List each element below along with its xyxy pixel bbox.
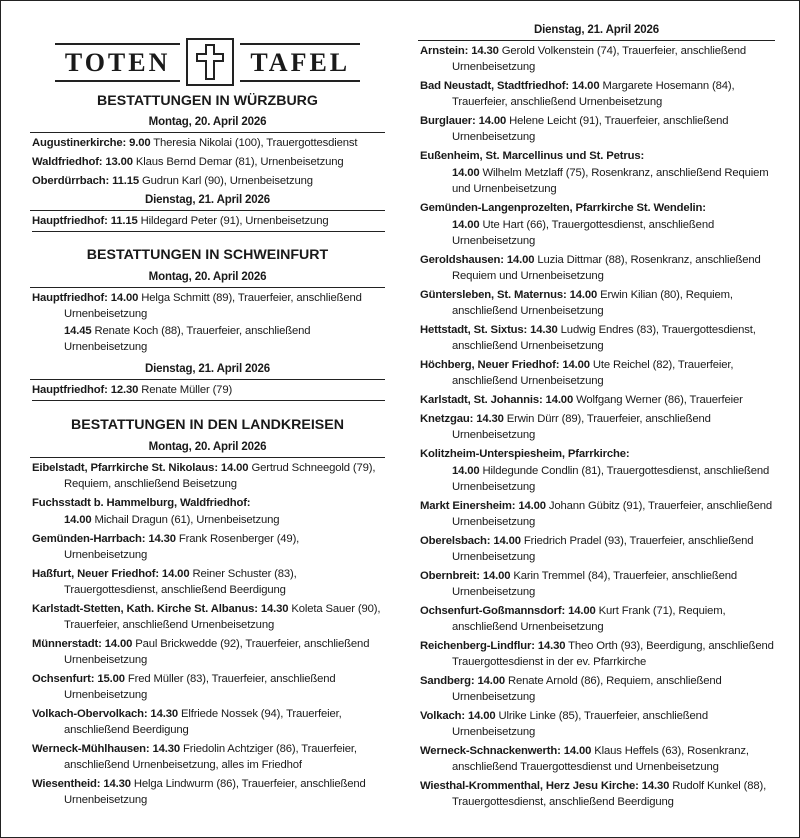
cross-icon (186, 38, 234, 86)
left-column (30, 0, 385, 811)
header-left-word: TOTEN (55, 43, 181, 82)
entry-place: Karlstadt, St. Johannis: 14.00 (420, 394, 574, 406)
list-item (452, 165, 775, 197)
list-item (420, 533, 775, 565)
entry-place: Knetzgau: 14.30 (420, 413, 504, 425)
list-item (420, 322, 775, 354)
entry-text: Helene Leicht (91), Trauerfeier, anschließend Urnenbeisetzung (452, 115, 729, 143)
entry-text: Margarete Hosemann (84), Trauerfeier, anschließend Urnenbeisetzung (452, 80, 735, 108)
entry-place: Arnstein: 14.30 (420, 45, 499, 57)
entry-place: Oberelsbach: 14.00 (420, 535, 521, 547)
list-item (420, 568, 775, 600)
list-item (32, 741, 385, 773)
entry-place: Markt Einersheim: 14.00 (420, 500, 546, 512)
header-right-word: TAFEL (240, 43, 360, 82)
entry-place: Eibelstadt, Pfarrkirche St. Nikolaus: 14.00 (32, 462, 249, 474)
list-item (32, 566, 385, 598)
right-column (418, 0, 775, 813)
list-item (420, 43, 775, 75)
entry-place: Bad Neustadt, Stadtfriedhof: 14.00 (420, 80, 600, 92)
date-heading: Montag, 20. April 2026 (30, 439, 385, 458)
list-item (420, 603, 775, 635)
entry-text: Reiner Schuster (83), Trauergottesdienst, anschließend Beerdigung (64, 568, 297, 596)
list-item (420, 446, 775, 462)
entry-text: Paul Brickwedde (92), Trauerfeier, anschließend Urnenbeisetzung (64, 638, 370, 666)
right-list (418, 43, 775, 810)
list-item (32, 531, 385, 563)
entry-place: 14.00 (452, 465, 480, 477)
entry-place: Geroldshausen: 14.00 (420, 254, 535, 266)
entry-text: Rudolf Kunkel (88), Trauergottesdienst, anschließend Beerdigung (452, 780, 767, 808)
totentafel-header (30, 38, 385, 86)
section-title-landkreise: BESTATTUNGEN IN DEN LANDKREISEN (71, 417, 344, 433)
list-item (420, 113, 775, 145)
entry-text: Wolfgang Werner (86), Trauerfeier (573, 394, 743, 406)
entry-text: Fred Müller (83), Trauerfeier, anschließend Urnenbeisetzung (64, 673, 336, 701)
entry-text: Karin Tremmel (84), Trauerfeier, anschließend Urnenbeisetzung (452, 570, 738, 598)
section-title-schweinfurt: BESTATTUNGEN IN SCHWEINFURT (86, 247, 329, 263)
landkreise-list (30, 460, 385, 808)
entry-place: Gemünden-Langenprozelten, Pfarrkirche St. Wendelin: (420, 202, 706, 214)
entry-place: 14.00 (64, 514, 92, 526)
list-item (420, 357, 775, 389)
entry-text: Gertrud Schneegold (79), Requiem, anschließend Beisetzung (64, 462, 376, 490)
list-item (452, 463, 775, 495)
list-item: Hauptfriedhof: 11.15 Hildegard Peter (91), Urnenbeisetzung (32, 213, 385, 232)
list-item: Hauptfriedhof: 14.00 Helga Schmitt (89), Trauerfeier, anschließend Urnenbeisetzung (32, 292, 362, 320)
entry-text: Ute Hart (66), Trauergottesdienst, anschließend Urnenbeisetzung (452, 219, 715, 247)
entry-place: Ochsenfurt: 15.00 (32, 673, 125, 685)
entry-place: Gemünden-Harrbach: 14.30 (32, 533, 176, 545)
entry-place: Fuchsstadt b. Hammelburg, Waldfriedhof: (32, 497, 251, 509)
list-item (420, 200, 775, 216)
entry-place: Werneck-Schnackenwerth: 14.00 (420, 745, 592, 757)
date-heading: Dienstag, 21. April 2026 (30, 192, 385, 211)
date-heading: Montag, 20. April 2026 (30, 269, 385, 288)
list-item (452, 217, 775, 249)
entry-text: Erwin Kilian (80), Requiem, anschließend Urnenbeisetzung (452, 289, 733, 317)
entry-place: 14.00 (452, 219, 480, 231)
entry-place: Wiesentheid: 14.30 (32, 778, 131, 790)
entry-text: Erwin Dürr (89), Trauerfeier, anschließend Urnenbeisetzung (452, 413, 711, 441)
entry-text: Elfriede Nossek (94), Trauerfeier, anschließend Beerdigung (64, 708, 342, 736)
list-item (420, 252, 775, 284)
list-item (64, 512, 385, 528)
list-item (420, 778, 775, 810)
entry-place: Volkach: 14.00 (420, 710, 496, 722)
list-item (32, 671, 385, 703)
date-heading: Montag, 20. April 2026 (30, 114, 385, 133)
entry-text: Helga Lindwurm (86), Trauerfeier, anschließend Urnenbeisetzung (64, 778, 366, 806)
list-item (420, 708, 775, 740)
entry-place: Münnerstadt: 14.00 (32, 638, 133, 650)
entry-text: Ute Reichel (82), Trauerfeier, anschließend Urnenbeisetzung (452, 359, 734, 387)
list-item: Augustinerkirche: 9.00 Theresia Nikolai (100), Trauergottesdienst (32, 137, 358, 149)
entry-text: Klaus Heffels (63), Rosenkranz, anschließend Trauergottesdienst und Urnenbeisetzung (452, 745, 749, 773)
list-item (32, 495, 385, 511)
section-title-wuerzburg: BESTATTUNGEN IN WÜRZBURG (97, 93, 318, 109)
entry-place: Werneck-Mühlhausen: 14.30 (32, 743, 180, 755)
entry-text: Friedolin Achtziger (86), Trauerfeier, anschließend Urnenbeisetzung, alles im Friedhof (64, 743, 357, 771)
entry-text: Ludwig Endres (83), Trauergottesdienst, anschließend Urnenbeisetzung (452, 324, 756, 352)
entry-place: Burglauer: 14.00 (420, 115, 507, 127)
list-item (32, 636, 385, 668)
entry-text: Michail Dragun (61), Urnenbeisetzung (91, 514, 280, 526)
entry-text: Kurt Frank (71), Requiem, anschließend Urnenbeisetzung (452, 605, 726, 633)
entry-text: Gerold Volkenstein (74), Trauerfeier, anschließend Urnenbeisetzung (452, 45, 747, 73)
entry-text: Friedrich Pradel (93), Trauerfeier, anschließend Urnenbeisetzung (452, 535, 754, 563)
list-item (32, 706, 385, 738)
list-item: Hauptfriedhof: 12.30 Renate Müller (79) (32, 382, 385, 401)
list-item: Waldfriedhof: 13.00 Klaus Bernd Demar (81), Urnenbeisetzung (32, 156, 344, 168)
entry-place: Haßfurt, Neuer Friedhof: 14.00 (32, 568, 190, 580)
list-item: Oberdürrbach: 11.15 Gudrun Karl (90), Urnenbeisetzung (32, 175, 313, 187)
list-item (420, 411, 775, 443)
entry-place: Ochsenfurt-Goßmannsdorf: 14.00 (420, 605, 596, 617)
list-item (420, 498, 775, 530)
list-item (420, 148, 775, 164)
entry-text: Renate Arnold (86), Requiem, anschließend Urnenbeisetzung (452, 675, 722, 703)
list-item (420, 287, 775, 319)
date-heading: Dienstag, 21. April 2026 (30, 361, 385, 380)
entry-place: Hettstadt, St. Sixtus: 14.30 (420, 324, 558, 336)
entry-place: Karlstadt-Stetten, Kath. Kirche St. Albanus: 14.30 (32, 603, 289, 615)
entry-place: Wiesthal-Krommenthal, Herz Jesu Kirche: 14.30 (420, 780, 670, 792)
entry-text: Johann Gübitz (91), Trauerfeier, anschließend Urnenbeisetzung (452, 500, 772, 528)
date-heading: Dienstag, 21. April 2026 (418, 22, 775, 41)
entry-text: Koleta Sauer (90), Trauerfeier, anschließend Urnenbeisetzung (64, 603, 381, 631)
list-item (420, 392, 775, 408)
entry-place: Sandberg: 14.00 (420, 675, 506, 687)
entry-place: 14.00 (452, 167, 480, 179)
list-item (420, 743, 775, 775)
entry-place: Reichenberg-Lindflur: 14.30 (420, 640, 566, 652)
entry-text: Luzia Dittmar (88), Rosenkranz, anschließend Requiem und Urnenbeisetzung (452, 254, 761, 282)
entry-text: Hildegunde Condlin (81), Trauergottesdienst, anschließend Urnenbeisetzung (452, 465, 770, 493)
entry-place: Eußenheim, St. Marcellinus und St. Petrus: (420, 150, 645, 162)
list-item (420, 78, 775, 110)
entry-place: Güntersleben, St. Maternus: 14.00 (420, 289, 598, 301)
entry-place: Höchberg, Neuer Friedhof: 14.00 (420, 359, 590, 371)
list-item (32, 601, 385, 633)
entry-place: Obernbreit: 14.00 (420, 570, 511, 582)
list-item (420, 673, 775, 705)
list-item (420, 638, 775, 670)
list-item (32, 776, 385, 808)
entry-text: Ulrike Linke (85), Trauerfeier, anschließend Urnenbeisetzung (452, 710, 708, 738)
entry-text: Theo Orth (93), Beerdigung, anschließend Trauergottesdienst in der ev. Pfarrkirche (452, 640, 774, 668)
entry-text: Frank Rosenberger (49), Urnenbeisetzung (64, 533, 300, 561)
entry-text: Wilhelm Metzlaff (75), Rosenkranz, anschließend Requiem und Urnenbeisetzung (452, 167, 769, 195)
list-item (32, 460, 385, 492)
entry-place: Volkach-Obervolkach: 14.30 (32, 708, 178, 720)
list-item: 14.45 Renate Koch (88), Trauerfeier, anschließend Urnenbeisetzung (64, 325, 311, 353)
entry-place: Kolitzheim-Unterspiesheim, Pfarrkirche: (420, 448, 630, 460)
